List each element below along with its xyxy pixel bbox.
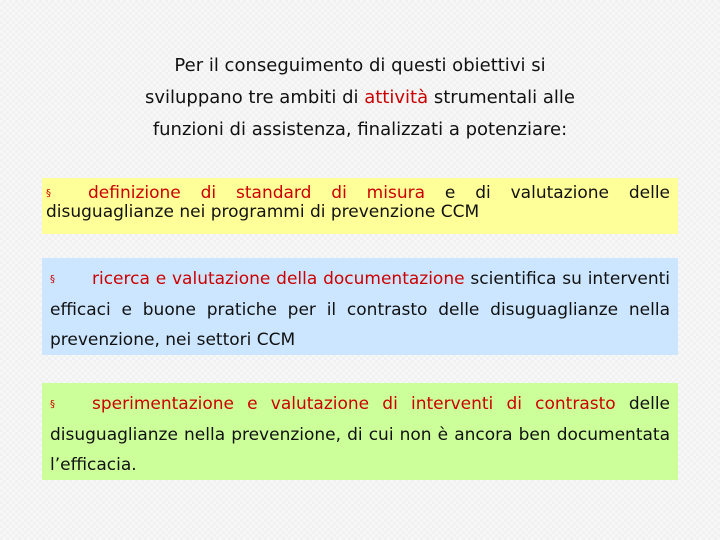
title-line-2-end: strumentali alle (428, 87, 576, 108)
title-highlight-word: attività (364, 87, 429, 108)
ambito-highlight: ricerca e valutazione della documentazione (92, 269, 465, 289)
title-line-3: funzioni di assistenza, finalizzati a potenziare: (152, 119, 568, 140)
ambito-highlight: sperimentazione e valutazione di interventi di contrasto (92, 394, 616, 414)
title-line-1: Per il conseguimento di questi obiettivi si (174, 55, 546, 76)
ambito-box-ricerca (42, 258, 678, 355)
title-line-2-start: sviluppano tre ambiti di (144, 87, 365, 108)
square-bullet-icon: § (50, 399, 55, 410)
slide-title (60, 50, 660, 146)
square-bullet-icon: § (46, 188, 51, 199)
square-bullet-icon: § (50, 274, 55, 285)
ambito-box-sperimentazione (42, 383, 678, 480)
ambito-text: e di valutazione delle disuguaglianze nei programmi di prevenzione CCM (46, 183, 670, 222)
ambito-box-definizione (42, 178, 678, 234)
ambito-text: scientifica su interventi efficaci e buone pratiche per il contrasto delle disuguaglianze nella prevenzione, nei settori CCM (50, 269, 670, 350)
ambito-highlight: definizione di standard di misura (88, 183, 426, 203)
ambito-text: delle disuguaglianze nella prevenzione, di cui non è ancora ben documentata l’efficacia. (50, 394, 671, 475)
